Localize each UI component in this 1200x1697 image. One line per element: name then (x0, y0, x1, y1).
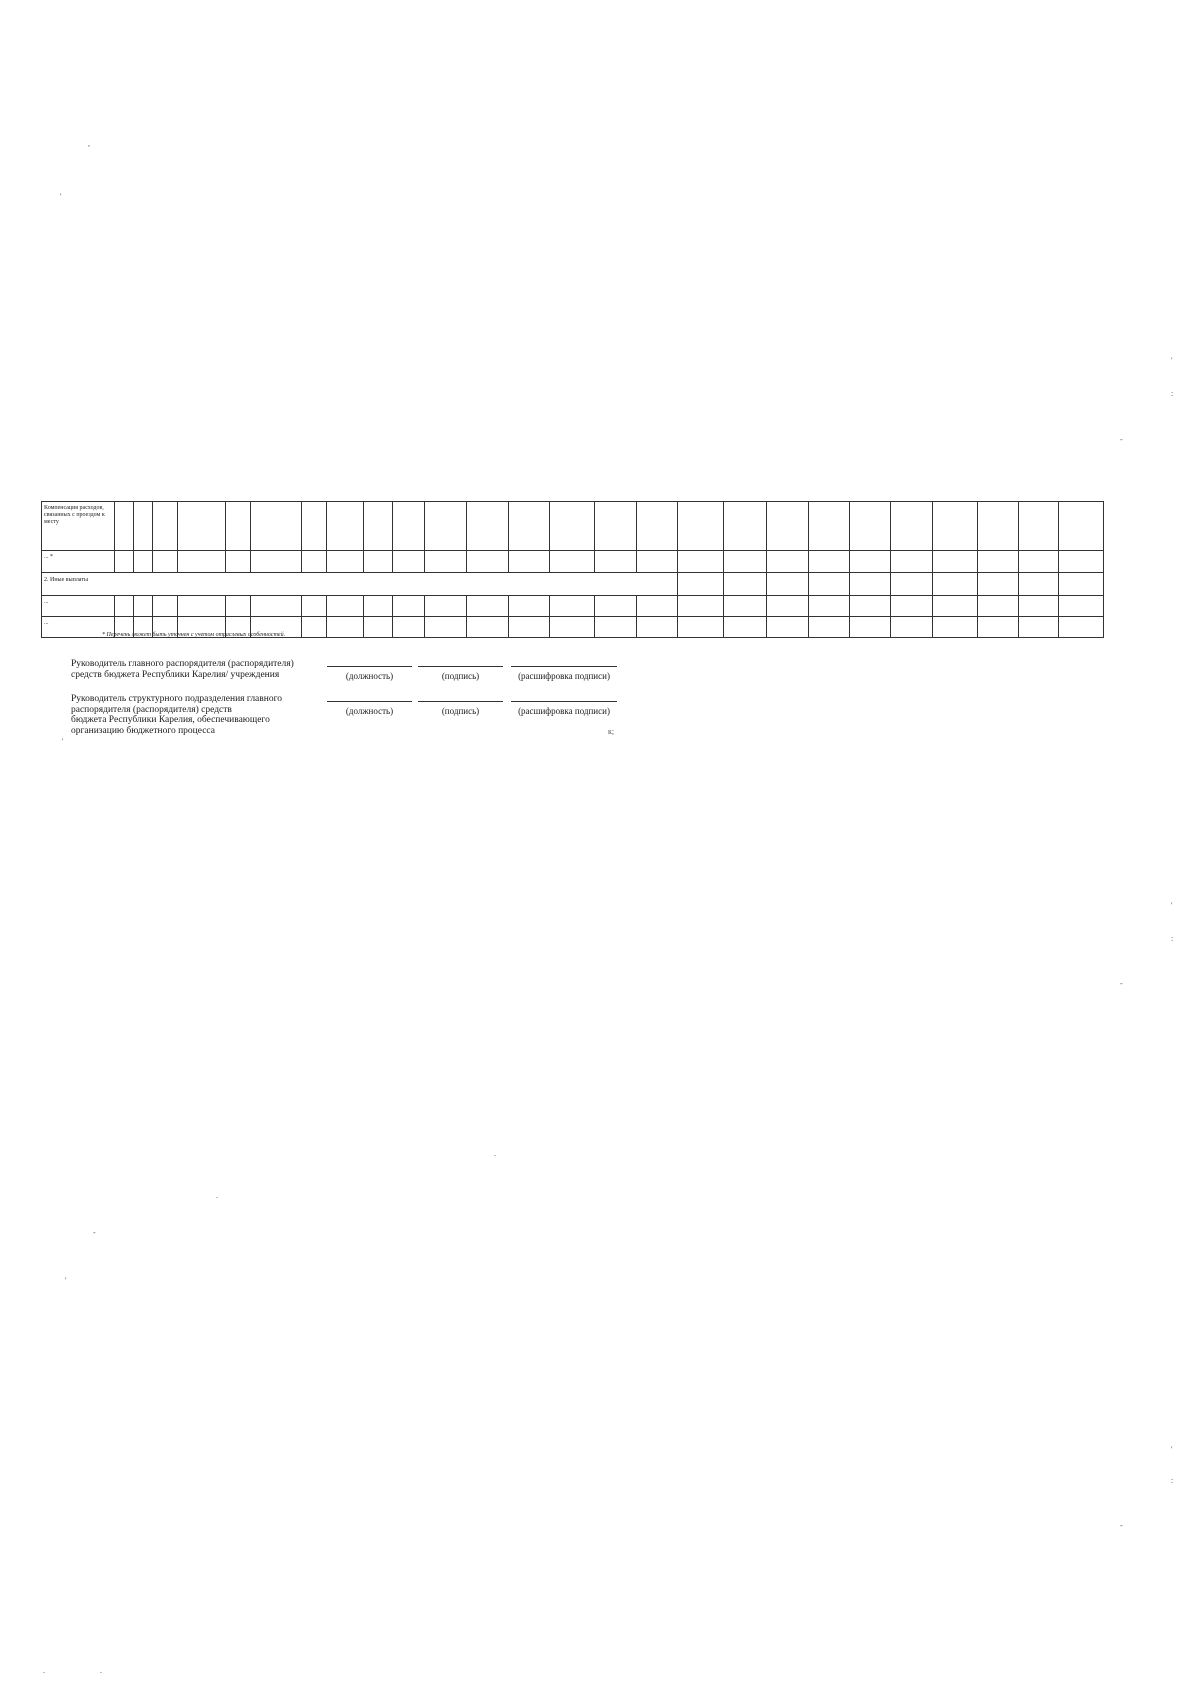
table-cell (425, 596, 467, 617)
position-field[interactable] (327, 701, 412, 702)
scan-mark: ' (1171, 356, 1173, 365)
table-cell (550, 596, 595, 617)
table-cell (327, 617, 364, 638)
table-cell (637, 551, 678, 573)
table-cell (678, 617, 724, 638)
table-row (42, 596, 1104, 617)
table-cell (767, 551, 809, 573)
table-cell (978, 596, 1019, 617)
table-cell (767, 617, 809, 638)
decryption-field[interactable] (511, 666, 617, 667)
table-cell (364, 551, 393, 573)
table-cell (595, 617, 637, 638)
table-cell (809, 502, 850, 551)
table-cell (425, 502, 467, 551)
table-cell (850, 502, 891, 551)
table-cell (637, 596, 678, 617)
table-cell (891, 573, 933, 596)
table-cell (978, 502, 1019, 551)
table-cell (1059, 551, 1104, 573)
table-cell (724, 551, 767, 573)
table-cell (933, 551, 978, 573)
table-cell (724, 573, 767, 596)
table-cell (115, 502, 134, 551)
table-cell (467, 551, 509, 573)
table-cell (153, 596, 178, 617)
scan-mark: ' (60, 192, 62, 201)
footnote: * Перечень может быть уточнен с учетом отраслевых особенностей. (102, 632, 286, 638)
scan-mark: к; (608, 727, 615, 736)
table-cell (809, 551, 850, 573)
table-cell (115, 551, 134, 573)
row-label: ... * (42, 551, 115, 573)
table-cell (467, 502, 509, 551)
scan-mark: ' (62, 737, 64, 746)
table-cell (327, 551, 364, 573)
position-caption: (должность) (345, 671, 394, 681)
scan-mark: - (93, 1228, 96, 1237)
table-cell (393, 596, 425, 617)
table-cell (891, 502, 933, 551)
table-cell (425, 551, 467, 573)
table-cell (550, 502, 595, 551)
table-cell (1019, 502, 1059, 551)
table-cell (978, 573, 1019, 596)
title-line: Руководитель главного распорядителя (распорядителя) (71, 659, 294, 669)
signature-field[interactable] (418, 666, 503, 667)
scan-mark: - (1120, 979, 1123, 988)
title-line: средств бюджета Республики Карелия/ учреждения (71, 669, 280, 680)
table-cell (153, 551, 178, 573)
table-cell (767, 573, 809, 596)
scan-mark: . (216, 1191, 218, 1200)
table-cell (393, 551, 425, 573)
table-row (42, 573, 1104, 596)
table-cell (226, 502, 251, 551)
table-cell (891, 551, 933, 573)
table-cell (678, 596, 724, 617)
table-cell (850, 596, 891, 617)
table-cell (467, 617, 509, 638)
table-cell (134, 551, 153, 573)
table-cell (1019, 573, 1059, 596)
table-cell (364, 502, 393, 551)
table-cell (978, 551, 1019, 573)
table-cell (550, 617, 595, 638)
table-cell (933, 502, 978, 551)
table-cell (251, 596, 302, 617)
decryption-field[interactable] (511, 701, 617, 702)
signature-caption: (подпись) (441, 671, 480, 681)
row-label: ... (42, 596, 115, 617)
table-cell (850, 551, 891, 573)
title-line: распорядителя (распорядителя) средств (71, 704, 232, 715)
table-cell (767, 502, 809, 551)
signatory-title-unit (71, 694, 282, 736)
scan-mark: - (1120, 435, 1123, 444)
table-cell (302, 551, 327, 573)
table-cell (595, 502, 637, 551)
table-cell (809, 617, 850, 638)
table-cell (637, 617, 678, 638)
table-cell (978, 617, 1019, 638)
table-cell (678, 573, 724, 596)
row-label: ... (42, 617, 115, 638)
table-cell (595, 596, 637, 617)
table-cell (327, 596, 364, 617)
table-cell (178, 596, 226, 617)
scan-mark: ' (1171, 1445, 1173, 1454)
table-cell (933, 573, 978, 596)
table-cell (509, 551, 550, 573)
table-cell (933, 596, 978, 617)
table-cell (327, 502, 364, 551)
table-cell (809, 573, 850, 596)
table-cell (251, 551, 302, 573)
table-cell (1059, 502, 1104, 551)
table-cell (850, 617, 891, 638)
title-line: организацию бюджетного процесса (71, 725, 215, 736)
decryption-caption: (расшифровка подписи) (518, 706, 610, 716)
table-cell (550, 551, 595, 573)
table-cell (767, 596, 809, 617)
row-label: Компенсация расходов, связанных с проездом к месту (42, 502, 115, 551)
table-cell (251, 502, 302, 551)
scan-mark: : (1171, 389, 1174, 398)
table-cell (891, 617, 933, 638)
scan-mark: . (43, 1666, 45, 1675)
table-cell (809, 596, 850, 617)
table-cell (226, 596, 251, 617)
table-cell (393, 502, 425, 551)
table-cell (509, 617, 550, 638)
signature-caption: (подпись) (441, 706, 480, 716)
table-cell (1019, 596, 1059, 617)
table-cell (595, 551, 637, 573)
table-row (42, 502, 1104, 551)
scan-mark: ' (65, 1276, 67, 1285)
table-cell (933, 617, 978, 638)
table-cell (891, 596, 933, 617)
table-cell (678, 502, 724, 551)
table-cell (153, 502, 178, 551)
scan-mark: . (494, 1149, 496, 1158)
table-cell (1059, 573, 1104, 596)
table-cell (509, 596, 550, 617)
table-row (42, 551, 1104, 573)
table-cell (302, 596, 327, 617)
scan-mark: : (1171, 1476, 1174, 1485)
scan-mark: - (1120, 1521, 1123, 1530)
table-cell (509, 502, 550, 551)
table-cell (678, 551, 724, 573)
position-field[interactable] (327, 666, 412, 667)
table-cell (226, 551, 251, 573)
table-cell (850, 573, 891, 596)
row-label: 2. Иные выплаты (42, 573, 678, 596)
table-cell (134, 596, 153, 617)
signature-field[interactable] (418, 701, 503, 702)
table-cell (364, 596, 393, 617)
scan-mark: : (1171, 934, 1174, 943)
table-cell (724, 596, 767, 617)
table-cell (302, 502, 327, 551)
table-cell (134, 502, 153, 551)
table-cell (1019, 551, 1059, 573)
table-cell (1059, 617, 1104, 638)
decryption-caption: (расшифровка подписи) (518, 671, 610, 681)
title-line: Руководитель структурного подразделения главного (71, 694, 283, 704)
table-cell (178, 502, 226, 551)
table-cell (1019, 617, 1059, 638)
scan-mark: ' (1171, 901, 1173, 910)
table-cell (467, 596, 509, 617)
table-cell (724, 617, 767, 638)
position-caption: (должность) (345, 706, 394, 716)
table-cell (178, 551, 226, 573)
table-cell (364, 617, 393, 638)
table-cell (425, 617, 467, 638)
table-cell (637, 502, 678, 551)
table-cell (1059, 596, 1104, 617)
scan-mark: . (100, 1666, 102, 1675)
table-cell (724, 502, 767, 551)
table-cell (115, 596, 134, 617)
signatory-title-head (71, 659, 294, 680)
table-cell (302, 617, 327, 638)
title-line: бюджета Республики Карелия, обеспечивающего (71, 715, 270, 725)
table-cell (393, 617, 425, 638)
scan-mark: , (88, 139, 90, 148)
expenses-table (41, 501, 1104, 638)
